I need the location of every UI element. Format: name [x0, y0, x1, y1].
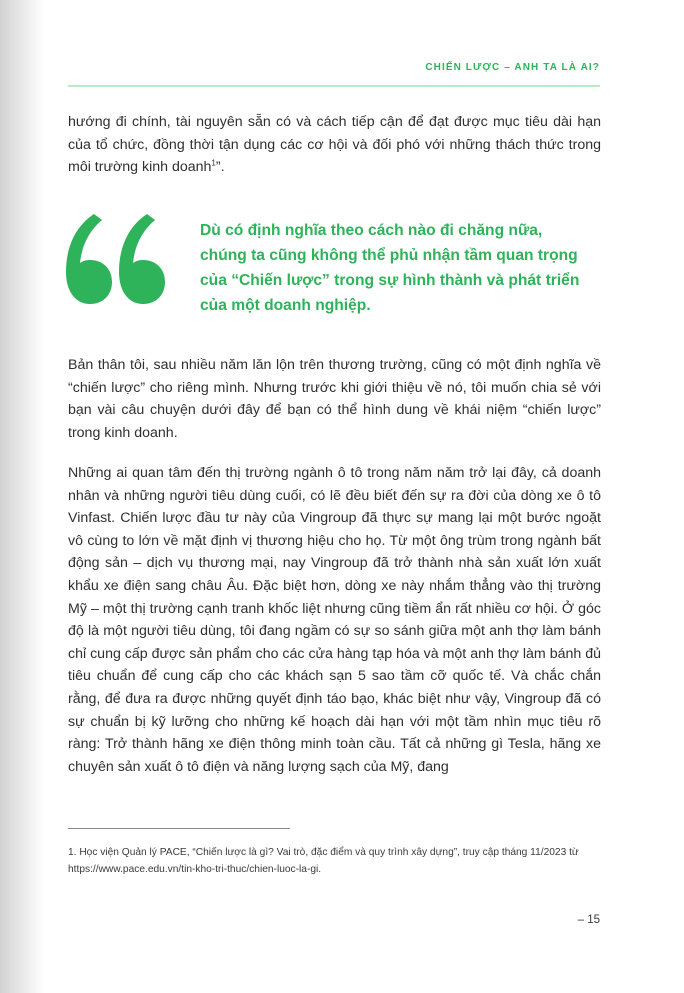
pull-quote: Dù có định nghĩa theo cách nào đi chăng nữa, chúng ta cũng không thể phủ nhận tầm quan trọng của “Chiến lược” trong sự hình thành và phát triển của một doanh nghiệp.	[200, 222, 580, 314]
running-header-title: CHIẾN LƯỢC – ANH TA LÀ AI?	[425, 62, 600, 73]
quote-open-icon	[62, 212, 182, 307]
body-paragraph-3: Những ai quan tâm đến thị trường ngành ô tô trong năm năm trở lại đây, cả doanh nhân và những người tiêu dùng cuối, có lẽ đều biết đến sự ra đời của dòng xe ô tô Vinfast. Chiến lược đầu tư này của Vingroup đã thực sự mang lại một bước ngoặt vô cùng to lớn về mặt định vị thương hiệu cho họ. Từ một ông trùm trong ngành bất động sản – dịch vụ thương mại, nay Vingroup đã trở thành nhà sản xuất lớn xuất khẩu xe điện sang châu Âu. Đặc biệt hơn, dòng xe này nhắm thẳng vào thị trường Mỹ – một thị trường cạnh tranh khốc liệt nhưng cũng tiềm ẩn rất nhiều cơ hội. Ở góc độ là một người tiêu dùng, tôi đang ngầm có sự so sánh giữa một anh thợ làm bánh chỉ cung cấp được sản phẩm cho các cửa hàng tạp hóa và một anh thợ làm bánh đủ tiêu chuẩn để cung cấp cho các khách sạn 5 sao tầm cỡ quốc tế. Và chắc chắn rằng, để đưa ra được những quyết định táo bạo, khác biệt như vậy, Vingroup đã có sự chuẩn bị kỹ lưỡng cho những kế hoạch dài hạn với một tầm nhìn mục tiêu rõ ràng: Trở thành hãng xe điện thông minh toàn cầu. Tất cả những gì Tesla, hãng xe chuyên sản xuất ô tô điện và năng lượng sạch của Mỹ, đang	[68, 465, 601, 775]
body-paragraph-1	[68, 111, 601, 179]
page-number: – 15	[577, 914, 600, 926]
header-rule	[68, 85, 600, 87]
paragraph-1-end: ”.	[215, 159, 225, 176]
paragraph-1-text: hướng đi chính, tài nguyên sẵn có và cách tiếp cận để đạt được mục tiêu dài hạn của tổ chức, đồng thời tận dụng các cơ hội và đối phó với những thách thức trong môi trường kinh doanh	[68, 114, 601, 176]
body-paragraph-2: Bản thân tôi, sau nhiều năm lăn lộn trên thương trường, cũng có một định nghĩa về “chiến lược” cho riêng mình. Nhưng trước khi giới thiệu về nó, tôi muốn chia sẻ với bạn vài câu chuyện dưới đây để bạn có thể hình dung về khái niệm “chiến lược” trong kinh doanh.	[68, 357, 601, 441]
footnote-separator	[68, 828, 290, 829]
footnote-1: 1. Học viện Quản lý PACE, “Chiến lược là gì? Vai trò, đặc điểm và quy trình xây dựng”, truy cập tháng 11/2023 từ https://www.pace.edu.vn/tin-kho-tri-thuc/chien-luoc-la-gi.	[68, 847, 579, 875]
footnote-reference[interactable]: 1	[211, 158, 216, 168]
book-spine-shadow	[0, 0, 44, 993]
